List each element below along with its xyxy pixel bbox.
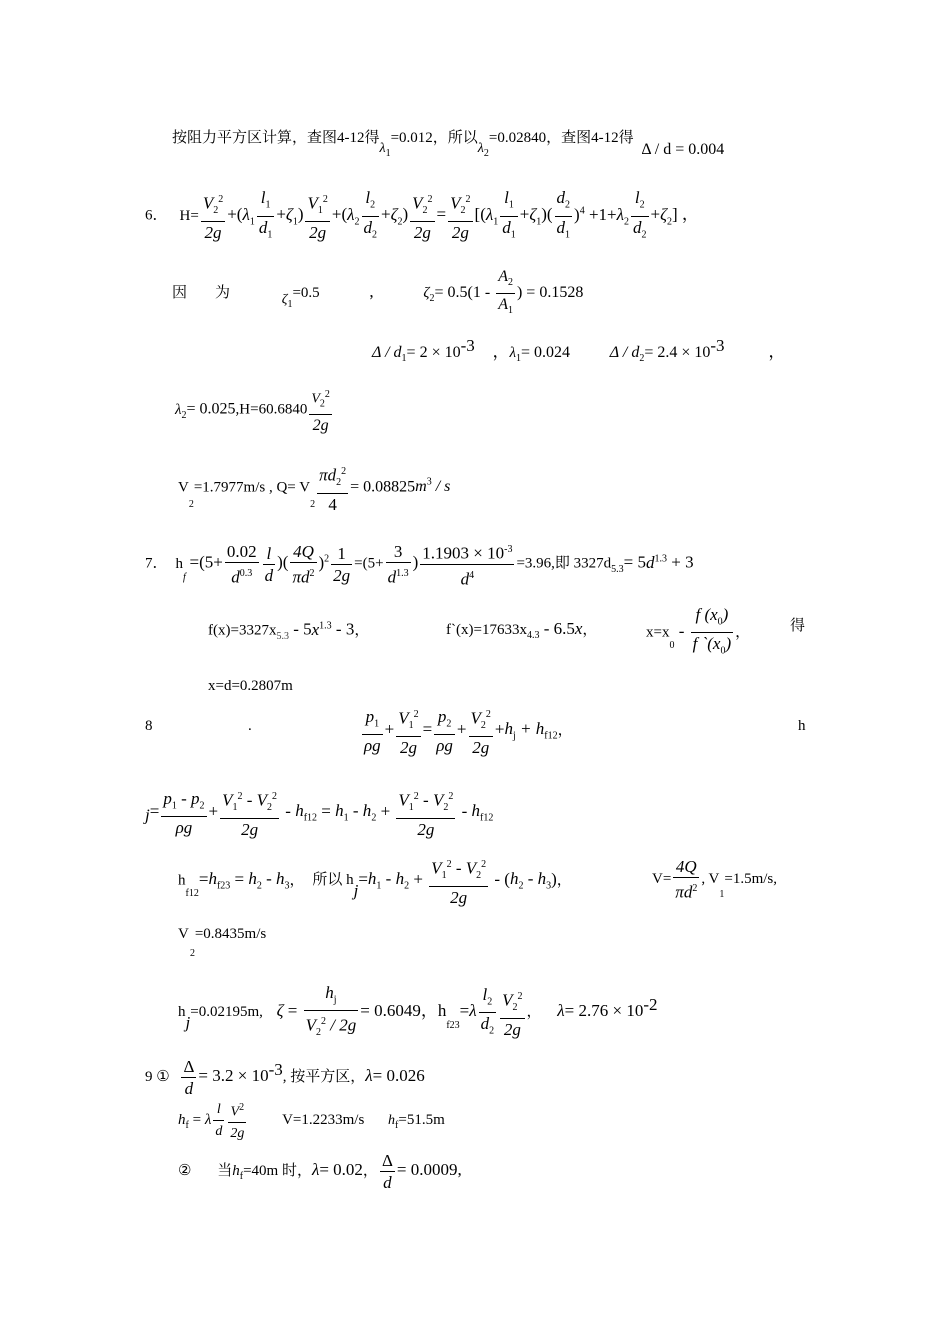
q6-ratio-line: $\Delta / d_1= 2 \times 10^{-3}$ ，$\lambda_1= 0.024$ $\Delta / d_2= 2.4 \times 10^{-3}$ ，: [372, 336, 786, 365]
q6-equation: 6． H= $\frac{V_2^2}{2g}$ $+(\lambda_1$ $\frac{l_1}{d_1}$ $+\zeta_1$) $\frac{V_1^2}{2g}$ $+(\lambda_2$ $\frac{l_2}{d_2}$ $+\zeta_2$) $\frac{V_2^2}{2g}$ = $\frac{V_2^2}{2g}$ [($\lambda_1$ $\frac{l_1}{d_1}$ $+\zeta_1$)( $\frac{d_2}{d_1}$ )$^4 +1+\lambda_2$ $\frac{l_2}{d_2}$ $+\zeta_2$] ，: [145, 188, 699, 243]
q6-number: 6．: [145, 207, 168, 224]
q8-bernoulli: $\frac{p_1}{\rho g}$ + $\frac{V_1^2}{2g}$ = $\frac{p_2}{\rho g}$ + $\frac{V_2^2}{2g}$ $+h_j + h_{f12}$，: [360, 704, 573, 761]
q9-line1: 9 ① $\frac{\Delta}{d}$ = $3.2 \times 10^{-3}$, 按平方区，λ= 0.026: [145, 1057, 425, 1099]
q6-because-line: 因 为 $\zeta_1=0.5$ , $\zeta_2= 0.5(1$ - $\frac{A_2}{A_1}$ ) = 0.1528: [172, 268, 584, 317]
line1-text: 按阻力平方区计算，查图4-12得: [172, 130, 380, 146]
q6-H-line: $\lambda_2= 0.025,H=60.6840$ $\frac{V_2^2}{2g}$: [175, 384, 334, 441]
q6-V2-line: $V_2=1.7977m/s$ , $Q= V_2$ $\frac{\pi d_2^2}{4}$ = $0.08825m^3$ / s: [178, 458, 450, 518]
q6-because: 因: [172, 285, 188, 302]
q7-equation: 7． $h_f =(5+$ $\frac{0.02}{d^{0.3}}$ $\frac{l}{d}$ )( $\frac{4Q}{\pi d^2}$ )$^2$ $\frac{1}{2g}$ =(5+ $\frac{3}{d^{1.3}}$ ) $\frac{1.1903 \times 10^{-3}}{d^4}$ =3.96,即 $3327d^{5.3}= 5d^{1.3} + 3$: [145, 534, 694, 595]
q9-line2: $h_f = \lambda$ $\frac{l}{d}$ $\frac{V^2}{2g}$ V=1.2233m/s $h_f=51.5m$: [178, 1096, 445, 1150]
q7-newton-line: $x=x_0$ - $\frac{f (x_0)}{f `(x_0)}$ ，: [646, 605, 751, 657]
q6-zeta1: =0.5: [292, 285, 320, 302]
q7-f-line: $f(x)=3327x^{5.3} - 5x^{1.3} - 3$，: [208, 619, 370, 642]
q8-dot: .: [248, 718, 252, 734]
line1-lam1: =0.012，所以: [390, 130, 478, 146]
q8-zeta-line: $h_j=0.02195m$, ζ = $\frac{h_j}{V_2^2 / 2g}$ = 0.6049，$h_{f23}=\lambda$ $\frac{l_2}{d_2}$ $\frac{V_2^2}{2g}$ ， $\lambda= 2.76 \times 10^{-2}$: [178, 982, 658, 1039]
q9-line3: ② 当$h_f=40m$ 时，λ= 0.02， $\frac{\Delta}{d}$ = 0.0009,: [178, 1151, 462, 1193]
line1-lam2: =0.02840，查图4-12得: [488, 130, 634, 146]
text-line-1: 按阻力平方区计算，查图4-12得$\lambda_1=0.012$，所以$\lambda_2=0.02840$，查图4-12得 Δ / d = 0.004: [172, 130, 725, 159]
q8-hf-line: $h_{f12}=h_{f23} = h_2 - h_3$， 所以 $h_j=h_1 - h_2$ + $\frac{V_1^2 - V_2^2}{2g}$ - $(h_2 - h_3)$，: [178, 854, 572, 912]
line1-delta: Δ / d = 0.004: [641, 141, 725, 158]
q6-lead: H=: [179, 207, 199, 224]
q8-hj-expr: $_j$= $\frac{p_1 - p_2}{\rho g}$ + $\frac{V_1^2 - V_2^2}{2g}$ - $h_{f12} = h_1 - h_2$ + $\frac{V_1^2 - V_2^2}{2g}$ - $h_{f12}$: [145, 786, 493, 844]
q7-result: x=d=0.2807m: [208, 678, 293, 694]
q8-num: 8: [145, 718, 153, 734]
q8-h: h: [798, 718, 806, 734]
q8-V-line: V= $\frac{4Q}{\pi d^2}$ , $V_1=1.5m/s$,: [652, 857, 778, 902]
q7-fp-line: $f`(x)=17633x^{4.3} - 6.5x$，: [446, 619, 598, 641]
q8-v2-line: V =0.8435m/s 2: [178, 926, 267, 959]
q7-get: 得: [790, 618, 806, 634]
